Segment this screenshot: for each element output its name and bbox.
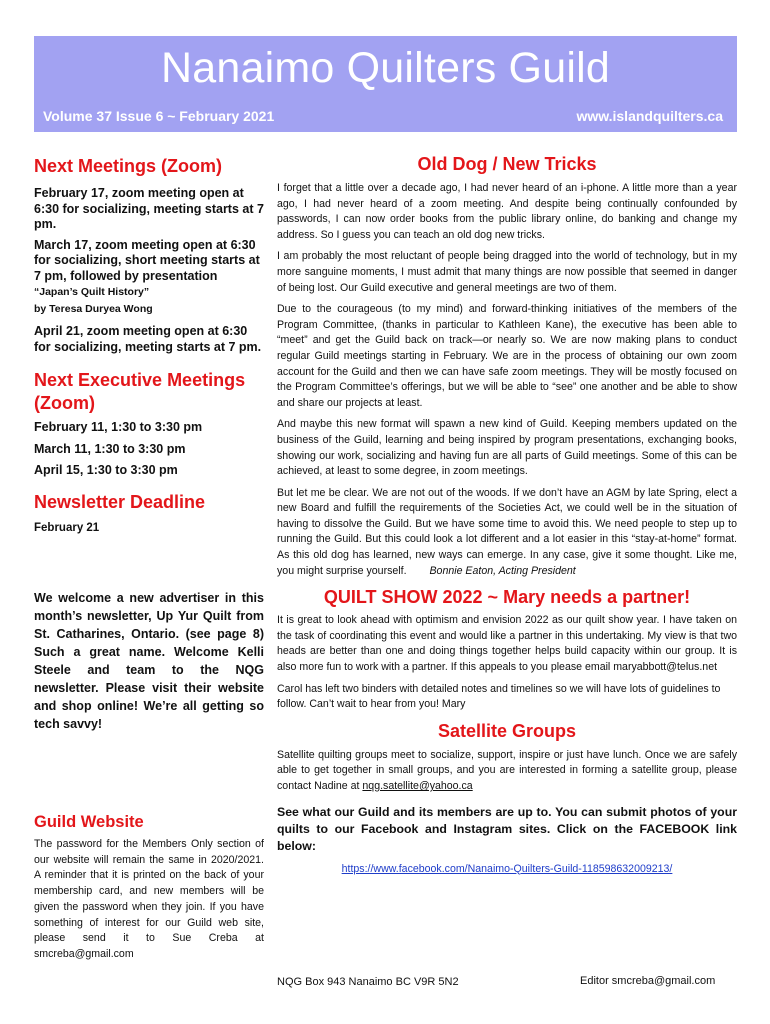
presenter: by Teresa Duryea Wong xyxy=(34,302,153,315)
volume-issue: Volume 37 Issue 6 ~ February 2021 xyxy=(43,108,275,124)
article-paragraph: But let me be clear. We are not out of the woods. If we don’t have an AGM by late Spring, elect a new Board and fulfill the requirements of the Societies Act, we could well be in the situation of having to dissolve the Guild. But we have some time to avoid this. We need people to step up to running the Guild. But this could look a lot different and a lot easier in this “stay-at-home” format. As this old dog has learned, new ways can emerge. In any case, give it some thought. Like me, you might surprise yourself. Bonnie Eaton, Acting President xyxy=(277,486,737,577)
masthead-banner xyxy=(34,36,737,132)
exec-meetings-heading: Next Executive Meetings (Zoom) xyxy=(34,370,246,413)
satellite-email-link[interactable]: nqg.satellite@yahoo.ca xyxy=(362,780,473,792)
meeting-april: April 21, zoom meeting open at 6:30 for socializing, meeting starts at 7 pm. xyxy=(34,324,262,354)
facebook-link-wrap xyxy=(277,859,737,877)
meeting-march: March 17, zoom meeting open at 6:30 for socializing, short meeting starts at 7 pm, followed by presentation “Japan’s Quilt History” by Teresa Duryea Wong xyxy=(34,237,260,315)
article-paragraph: And maybe this new format will spawn a new kind of Guild. Keeping members updated on the business of the Guild, learning and being inspired by program presentations, exchanging books, showing our work, socializing and having fun are all parts of Guild meetings. Some of this can be achieved, at least to some degree, in zoom meetings. xyxy=(277,418,737,478)
quilt-show-heading: QUILT SHOW 2022 ~ Mary needs a partner! xyxy=(323,587,691,608)
quilt-show-paragraph: It is great to look ahead with optimism and envision 2022 as our quilt show year. I have taken on the task of coordinating this event and would like a partner in this undertaking. My view is that two heads are better than one and doing things together helps build capacity within our group. It is also more fun to work with a partner. If this appeals to you please email maryabbott@telus.net xyxy=(277,614,737,674)
footer-editor: Editor smcreba@gmail.com xyxy=(580,975,716,987)
facebook-paragraph: See what our Guild and its members are up to. You can submit photos of your quilts to our Facebook and Instagram sites. Click on the FACEBOOK link below: xyxy=(277,804,737,853)
meetings-heading: Next Meetings (Zoom) xyxy=(34,156,223,176)
signature: Bonnie Eaton, Acting President xyxy=(429,564,576,577)
guild-website-heading: Guild Website xyxy=(34,813,144,831)
welcome-advertiser: We welcome a new advertiser in this month’s newsletter, Up Yur Quilt from St. Catharines, Ontario. (see page 8) Such a great name. Welcome Kelli Steele and team to the NQG newsletter. Please visit their website and shop online! We’re all getting so tech savvy! xyxy=(34,591,264,731)
article-paragraph: Due to the courageous (to my mind) and forward-thinking initiatives of the members of the Program Committee, (thanks in particular to Kathleen Kane), the executive has been able to “meet” and get the Guild back on track—or nearly so. We are now making plans to conduct regular Guild meetings starting in February. We are in the process of obtaining our own zoom account for the Guild and then we can have safe zoom meetings. They will be mostly focused on the Program Committee’s offerings, but we will be able to “see” one another and be able to show and share our projects at least. xyxy=(277,303,737,409)
footer-address: NQG Box 943 Nanaimo BC V9R 5N2 xyxy=(277,976,459,988)
deadline-heading: Newsletter Deadline xyxy=(34,491,206,512)
satellite-heading: Satellite Groups xyxy=(437,720,577,741)
guild-website-text: The password for the Members Only section of our website will remain the same in 2020/2021. A reminder that it is printed on the back of your membership card, and new members will be given the password when they join. If you have something of interest for our Guild web site, please send it to Sue Creba at smcreba@gmail.com xyxy=(34,838,264,960)
facebook-link[interactable]: https://www.facebook.com/Nanaimo-Quilters-Guild-118598632009213/ xyxy=(341,862,673,875)
website-url[interactable]: www.islandquilters.ca xyxy=(576,108,723,124)
left-column xyxy=(34,150,264,963)
article-paragraph: I forget that a little over a decade ago, I had never heard of an i-phone. A little more than a year ago, I had never heard of a zoom meeting. And despite being continually confounded by passwords, I can now order books from the public library online, do banking and change my address. So I guess you can teach an old dog new tricks. xyxy=(277,182,737,241)
exec-meeting: April 15, 1:30 to 3:30 pm xyxy=(34,463,178,477)
newsletter-title: Nanaimo Quilters Guild xyxy=(161,44,610,92)
satellite-paragraph: Satellite quilting groups meet to socialize, support, inspire or just have lunch. Once we are safely able to get together in small groups, and you are interested in forming a satellite group, please contact Nadine at nqg.satellite@yahoo.ca xyxy=(277,748,737,792)
presentation-title: “Japan’s Quilt History” xyxy=(34,286,150,298)
article-paragraph: I am probably the most reluctant of people being dragged into the world of technology, but in my more sanguine moments, I must admit that many things are now possible that seemed in danger of being lost. Our Guild executive and general meetings are two of them. xyxy=(277,250,737,294)
exec-meeting: February 11, 1:30 to 3:30 pm xyxy=(34,420,203,434)
quilt-show-paragraph: Carol has left two binders with detailed notes and timelines so we will have lots of guidelines to follow. Can’t wait to hear from you! Mary xyxy=(277,682,721,711)
right-column xyxy=(277,150,737,877)
old-dog-heading: Old Dog / New Tricks xyxy=(417,154,597,174)
deadline-date: February 21 xyxy=(34,521,100,534)
exec-meeting: March 11, 1:30 to 3:30 pm xyxy=(34,441,186,456)
meeting-february: February 17, zoom meeting open at 6:30 for socializing, meeting starts at 7 pm. xyxy=(34,186,264,231)
